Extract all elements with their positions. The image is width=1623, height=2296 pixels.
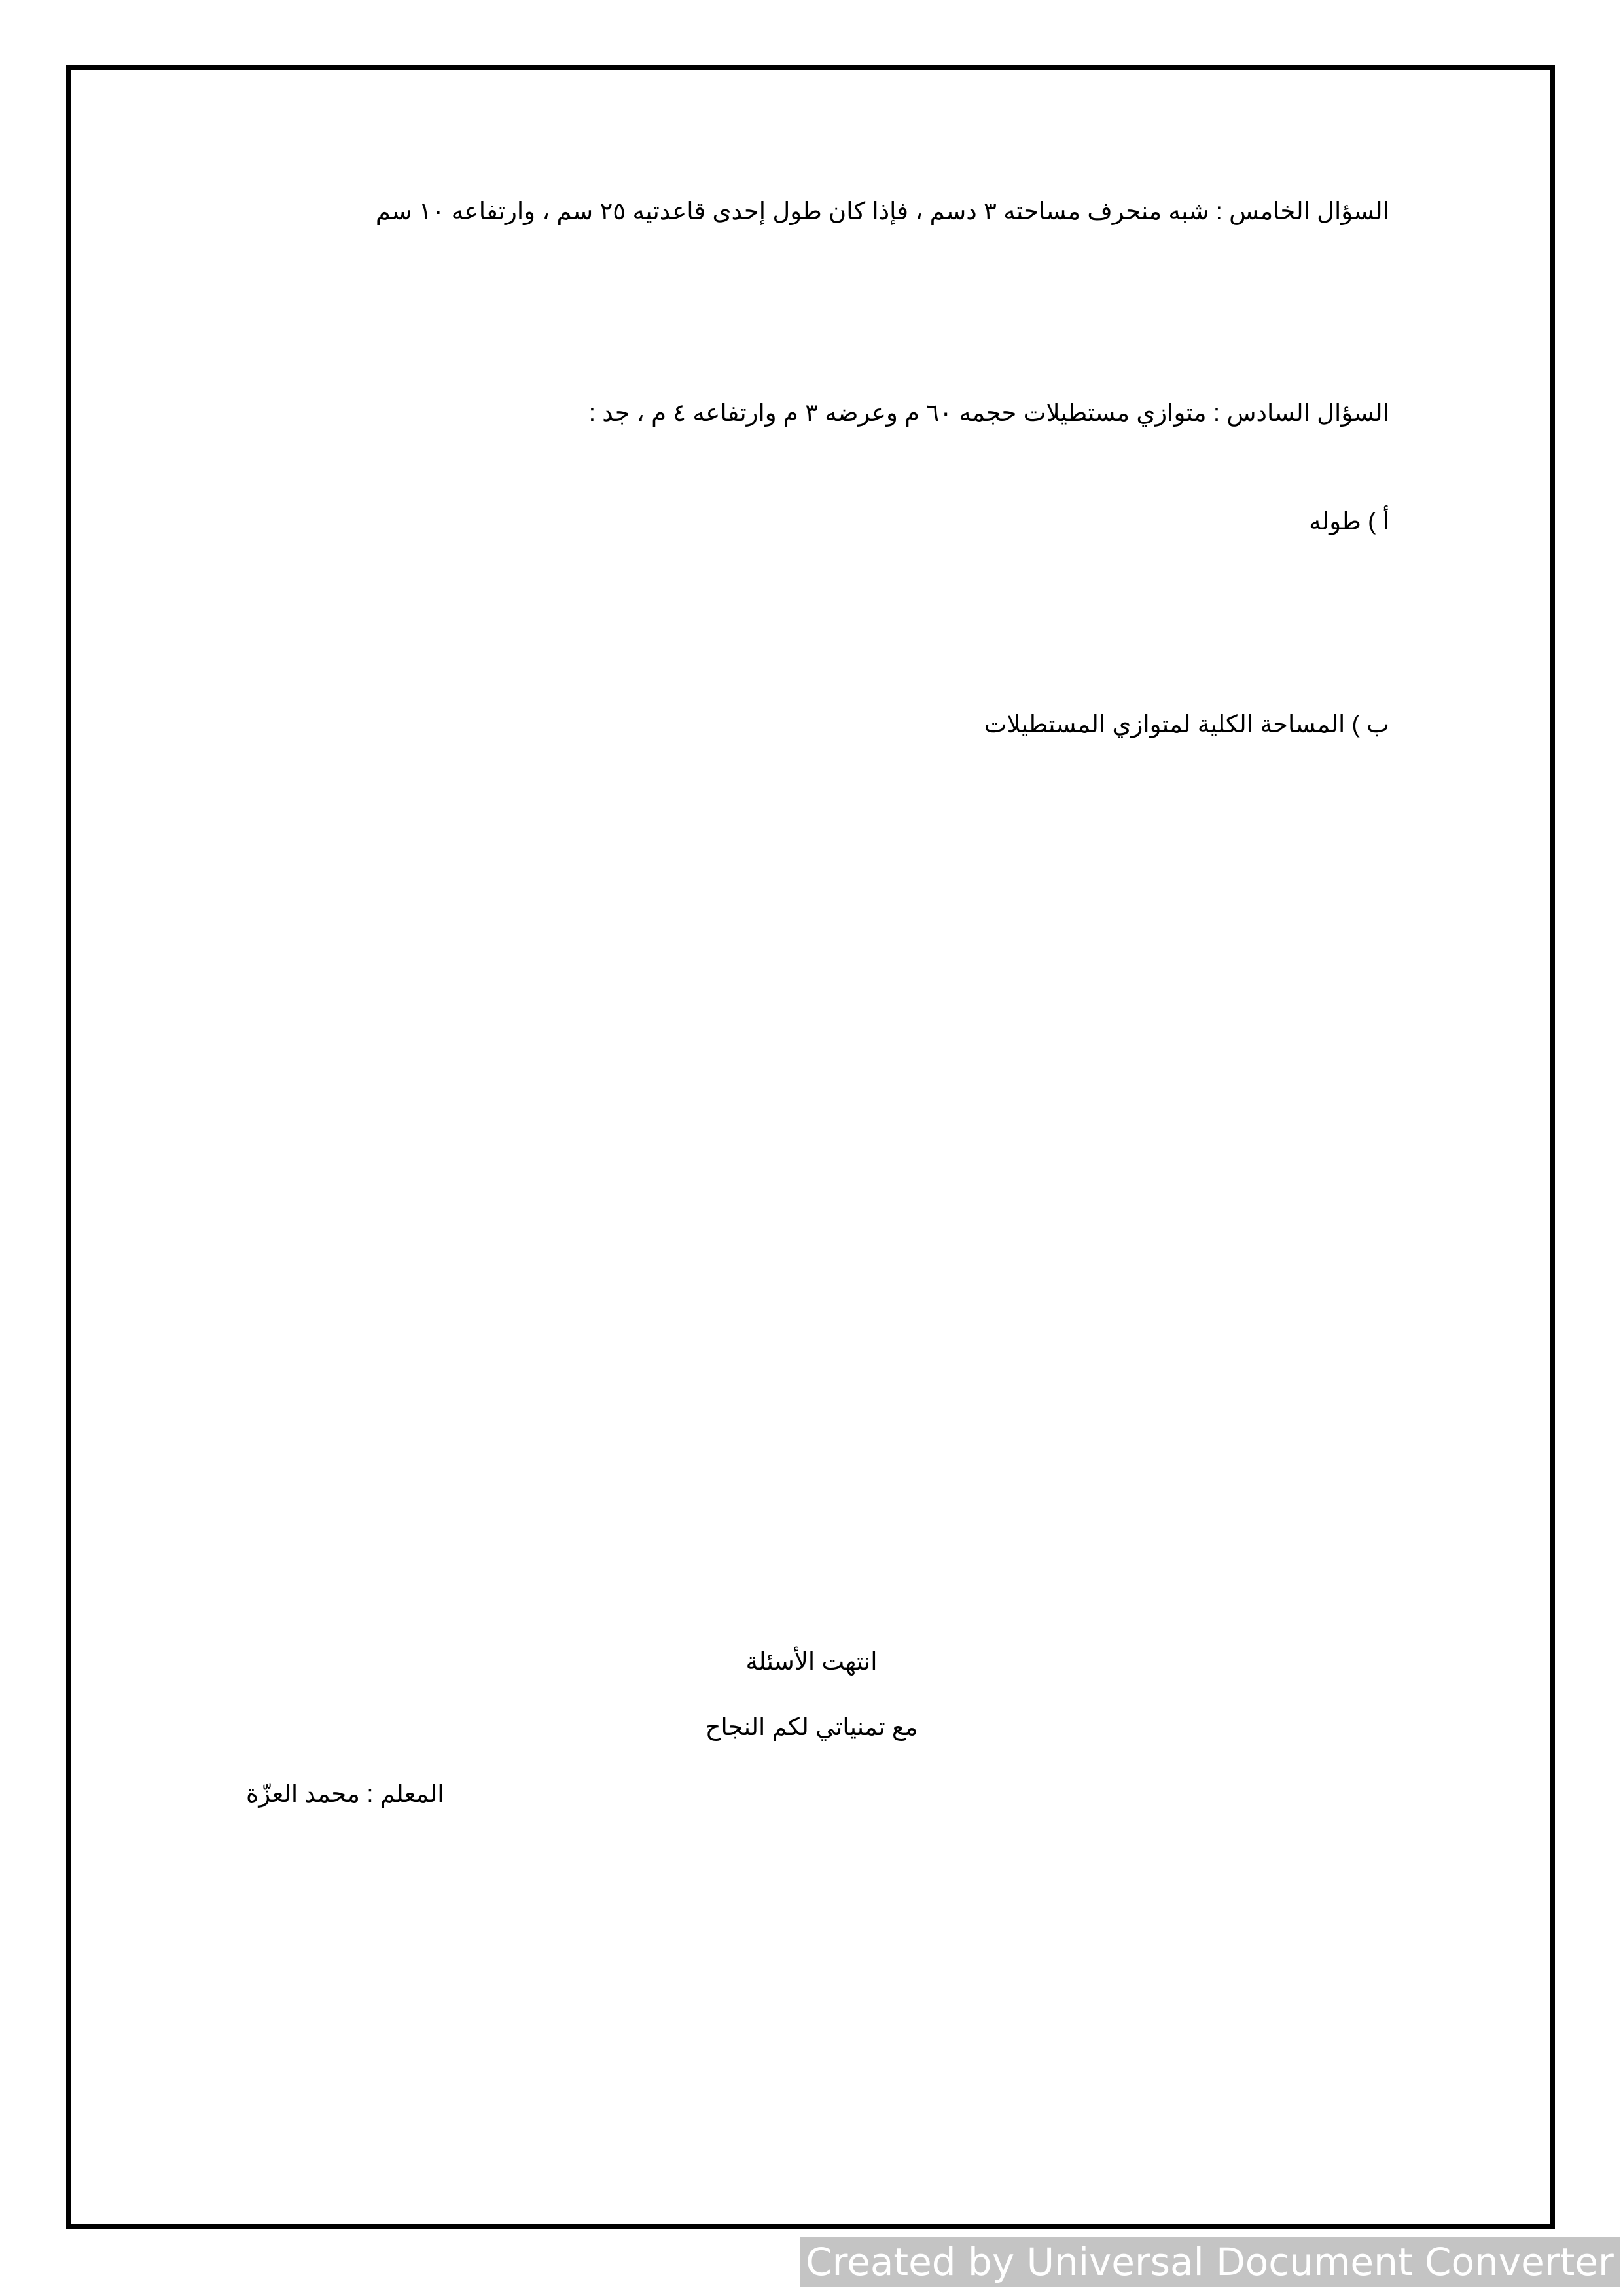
question-six: السؤال السادس : متوازي مستطيلات حجمه ٦٠ م وعرضه ٣ م وارتفاعه ٤ م ، جد : bbox=[588, 399, 1389, 426]
wishes-line: مع تمنياتي لكم النجاح bbox=[705, 1713, 918, 1740]
converter-watermark: Created by Universal Document Converter bbox=[800, 2237, 1620, 2287]
end-of-questions: انتهت الأسئلة bbox=[745, 1648, 878, 1675]
teacher-name: المعلم : محمد العزّة bbox=[246, 1780, 444, 1807]
question-six-part-b: ب ) المساحة الكلية لمتوازي المستطيلات bbox=[984, 711, 1389, 738]
question-five: السؤال الخامس : شبه منحرف مساحته ٣ دسم ، فإذا كان طول إحدى قاعدتيه ٢٥ سم ، وارتفاعه ١٠ سم bbox=[375, 198, 1389, 224]
question-six-part-a: أ ) طوله bbox=[1309, 508, 1389, 535]
page-border bbox=[66, 65, 1555, 2229]
